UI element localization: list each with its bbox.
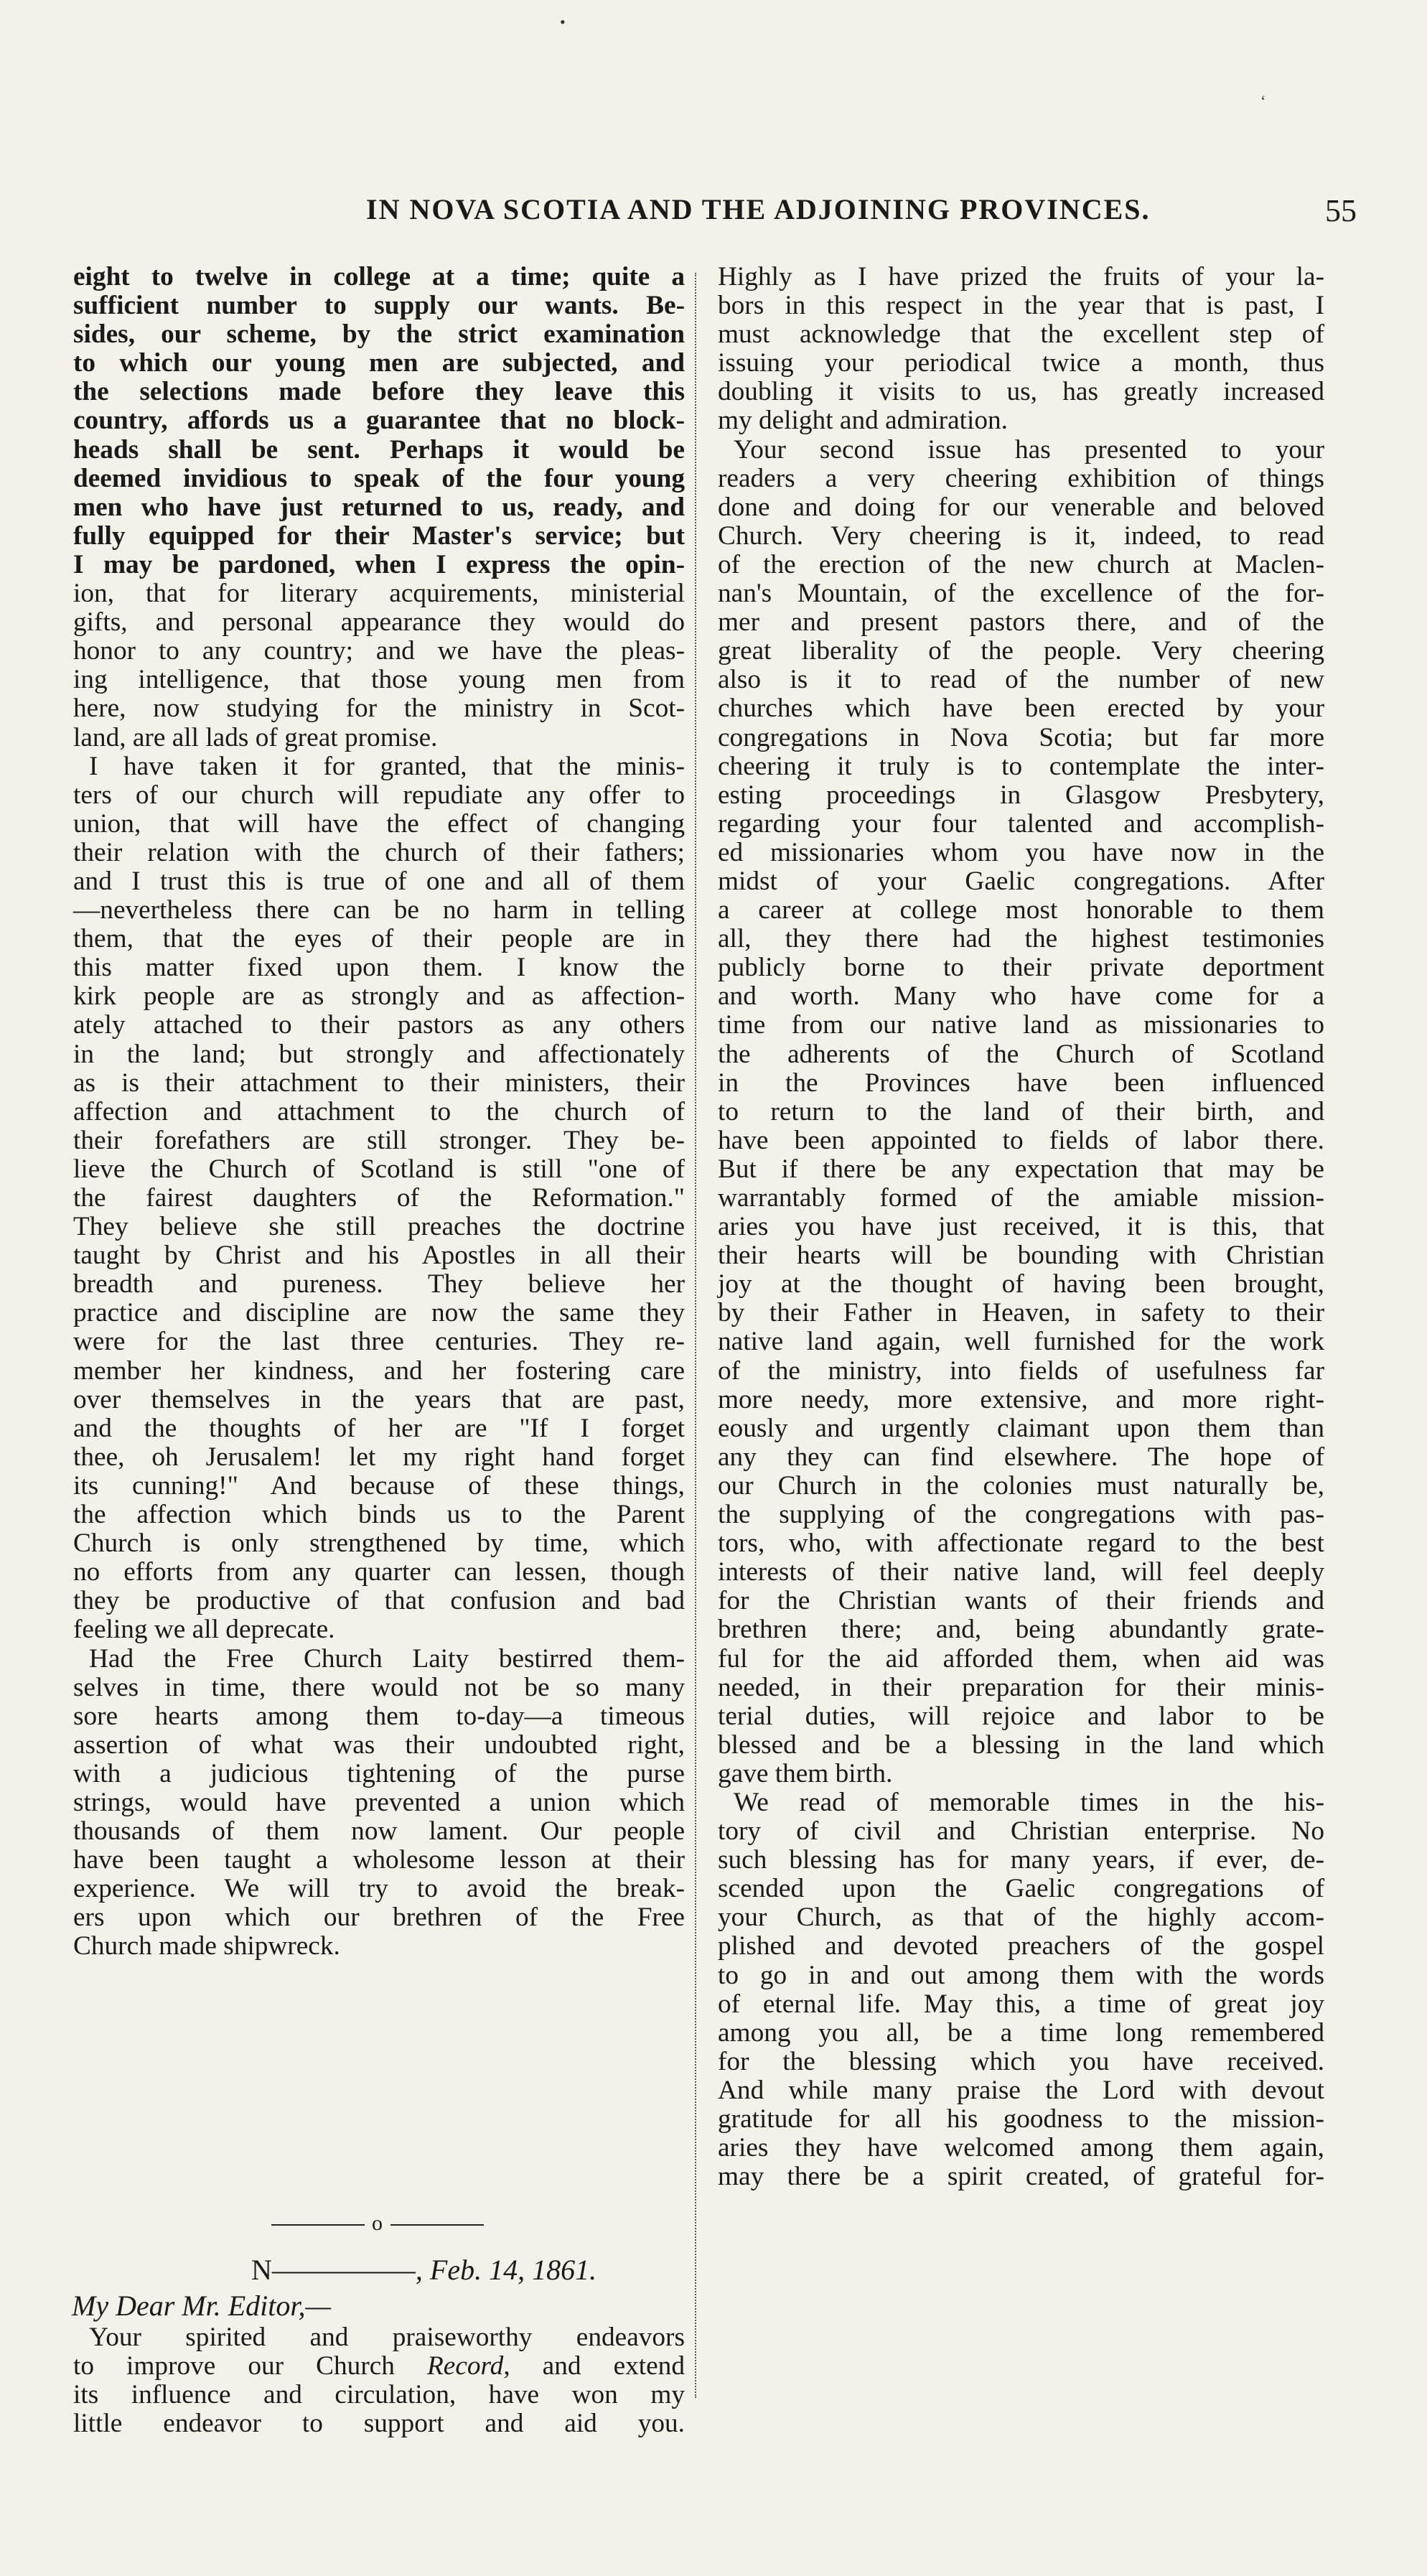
text-line: gratitude for all his goodness to the mission- [718,2104,1324,2134]
text-line: union, that will have the effect of changing [73,808,685,839]
text-line: their forefathers are still stronger. They be- [73,1125,685,1155]
text-line: aries you have just received, it is this, that [718,1212,1324,1242]
text-line: selves in time, there would not be so many [73,1672,685,1702]
text-line: strings, would have prevented a union which [73,1787,685,1817]
text-line: fully equipped for their Master's service; but [73,521,685,551]
text-line: for the blessing which you have received. [718,2046,1324,2076]
column-rule [695,273,698,2398]
text-line: nan's Mountain, of the excellence of the for- [718,579,1324,609]
text-line: ately attached to their pastors as any others [73,1010,685,1040]
ink-speck: • [560,13,566,31]
text-line: eously and urgently claimant upon them than [718,1413,1324,1443]
text-line: aries they have welcomed among them again, [718,2133,1324,2163]
text-line: thousands of them now lament. Our people [73,1816,685,1847]
text-line: affection and attachment to the church of [73,1096,685,1126]
text-line: such blessing has for many years, if ever, de- [718,1845,1324,1875]
text-line: country, affords us a guarantee that no block- [73,406,685,436]
text-line: as is their attachment to their ministers, their [73,1068,685,1098]
text-line: the adherents of the Church of Scotland [718,1039,1324,1069]
text-line: time from our native land as missionaries to [718,1010,1324,1040]
text-line: men who have just returned to us, ready, and [73,492,685,522]
text-line: honor to any country; and we have the pleas- [73,636,685,666]
text-line: the fairest daughters of the Reformation." [73,1183,685,1213]
text-line: midst of your Gaelic congregations. After [718,866,1324,896]
text-line: But if there be any expectation that may be [718,1154,1324,1184]
text-line: cheering it truly is to contemplate the inter- [718,751,1324,781]
text-line: any they can find elsewhere. The hope of [718,1442,1324,1472]
text-line: in the Provinces have been influenced [718,1068,1324,1098]
text-line: tory of civil and Christian enterprise. No [718,1816,1324,1847]
text-line: member her kindness, and her fostering care [73,1355,685,1386]
text-line: joy at the thought of having been brought, [718,1269,1324,1299]
text-line: of eternal life. May this, a time of great joy [718,1989,1324,2019]
text-line: Church is only strengthened by time, which [73,1529,685,1559]
text-line: have been appointed to fields of labor there. [718,1125,1324,1155]
text-line: over themselves in the years that are past, [73,1384,685,1414]
text-line: kirk people are as strongly and as affection- [73,981,685,1012]
text-line: I have taken it for granted, that the minis- [89,751,685,781]
text-line: among you all, be a time long remembered [718,2017,1324,2048]
text-line: also is it to read of the number of new [718,665,1324,695]
text-line: eight to twelve in college at a time; quite a [73,262,685,291]
text-line: ers upon which our brethren of the Free [73,1903,685,1933]
text-line: plished and devoted preachers of the gospel [718,1931,1324,1961]
text-line: all, they there had the highest testimonies [718,924,1324,954]
text-line: the selections made before they leave this [73,377,685,407]
text-line: I may be pardoned, when I express the opin- [73,549,685,579]
text-line: land, are all lads of great promise. [73,722,438,752]
text-line: ful for the aid afforded them, when aid was [718,1643,1324,1674]
text-line: scended upon the Gaelic congregations of [718,1874,1324,1904]
text-line: them, that the eyes of their people are in [73,924,685,954]
letter-body [73,2323,685,2438]
text-line: ion, that for literary acquirements, ministerial [73,579,685,609]
text-line: of the ministry, into fields of usefulness far [718,1355,1324,1386]
italic-word: Record [426,2351,504,2381]
text-line: terial duties, will rejoice and labor to be [718,1701,1324,1731]
text-line: they be productive of that confusion and bad [73,1586,685,1616]
text-line: to improve our Church Record, and extend [73,2351,685,2381]
text-line: experience. We will try to avoid the break- [73,1874,685,1904]
text-line: —nevertheless there can be no harm in telling [73,895,685,925]
text-line: the affection which binds us to the Parent [73,1500,685,1530]
text-line: of the erection of the new church at Maclen- [718,549,1324,579]
text-line: Your second issue has presented to your [734,434,1324,465]
text-line: and I trust this is true of one and all of them [73,866,685,896]
text-line: brethren there; and, being abundantly grate- [718,1615,1324,1645]
text-line: our Church in the colonies must naturally be, [718,1470,1324,1501]
text-line: feeling we all deprecate. [73,1615,335,1645]
text-line: its cunning!" And because of these things, [73,1470,685,1501]
text-line: regarding your four talented and accomplish- [718,808,1324,839]
text-line: great liberality of the people. Very cheering [718,636,1324,666]
text-line: bors in this respect in the year that is past, I [718,291,1324,321]
text-line: deemed invidious to speak of the four young [73,463,685,493]
text-line: Had the Free Church Laity bestirred them- [89,1643,685,1674]
text-line: Church made shipwreck. [73,1931,340,1961]
text-line: taught by Christ and his Apostles in all their [73,1241,685,1271]
text-line: to return to the land of their birth, and [718,1096,1324,1126]
text-line: to go in and out among them with the words [718,1960,1324,1990]
text-line: And while many praise the Lord with devout [718,2075,1324,2105]
text-line: more needy, more extensive, and more right- [718,1384,1324,1414]
text-line: ters of our church will repudiate any offer to [73,780,685,810]
text-line: have been taught a wholesome lesson at their [73,1845,685,1875]
text-line: Highly as I have prized the fruits of your la- [718,262,1324,291]
text-line: in the land; but strongly and affectionately [73,1039,685,1069]
text-line: and worth. Many who have come for a [718,981,1324,1012]
text-line: to which our young men are subjected, and [73,348,685,378]
text-line: churches which have been erected by your [718,694,1324,724]
text-line: sides, our scheme, by the strict examination [73,319,685,350]
text-line: my delight and admiration. [718,406,1008,436]
text-line: breadth and pureness. They believe her [73,1269,685,1299]
ink-speck: ʻ [1260,92,1266,110]
text-line: thee, oh Jerusalem! let my right hand forget [73,1442,685,1472]
text-line: done and doing for our venerable and beloved [718,492,1324,522]
text-line: the supplying of the congregations with pas- [718,1500,1324,1530]
text-line: little endeavor to support and aid you. [73,2409,685,2439]
divider-dash [271,2224,365,2226]
left-column [73,263,685,1961]
text-line: were for the last three centuries. They re- [73,1327,685,1357]
text-line: We read of memorable times in the his- [734,1787,1324,1817]
text-line: no efforts from any quarter can lessen, though [73,1557,685,1587]
letter-salutation: My Dear Mr. Editor,— [72,2290,332,2322]
text-line: esting proceedings in Glasgow Presbytery, [718,780,1324,810]
text-line: practice and discipline are now the same they [73,1298,685,1328]
text-line: Church. Very cheering is it, indeed, to read [718,521,1324,551]
text-line: here, now studying for the ministry in Scot- [73,694,685,724]
text-line: their relation with the church of their fathers; [73,837,685,867]
text-line: doubling it visits to us, has greatly increased [718,377,1324,407]
text-line: ed missionaries whom you have now in the [718,837,1324,867]
text-line: their hearts will be bounding with Christian [718,1241,1324,1271]
text-line: congregations in Nova Scotia; but far more [718,722,1324,752]
text-line: needed, in their preparation for their minis- [718,1672,1324,1702]
text-line: sufficient number to supply our wants. Be- [73,291,685,321]
text-line: with a judicious tightening of the purse [73,1758,685,1788]
text-line: publicly borne to their private deportment [718,953,1324,983]
text-line: assertion of what was their undoubted right, [73,1730,685,1760]
divider-mark: o [372,2211,383,2235]
text-line: and the thoughts of her are "If I forget [73,1413,685,1443]
text-line: mer and present pastors there, and of the [718,607,1324,638]
dateline-date: , Feb. 14, 1861. [415,2254,597,2286]
text-line: by their Father in Heaven, in safety to their [718,1298,1324,1328]
text-line: its influence and circulation, have won my [73,2380,685,2410]
text-line: gave them birth. [718,1758,893,1788]
section-divider [271,2211,484,2240]
divider-dash [390,2224,484,2226]
text-line: may there be a spirit created, of grateful for- [718,2162,1324,2192]
text-line: must acknowledge that the excellent step of [718,319,1324,350]
text-line: interests of their native land, will feel deeply [718,1557,1324,1587]
text-line: They believe she still preaches the doctrine [73,1212,685,1242]
text-line: your Church, as that of the highly accom- [718,1903,1324,1933]
text-line: Your spirited and praiseworthy endeavors [89,2323,685,2352]
text-line: tors, who, with affectionate regard to the best [718,1529,1324,1559]
letter-dateline [251,2253,596,2287]
text-line: native land again, well furnished for the work [718,1327,1324,1357]
text-line: ing intelligence, that those young men from [73,665,685,695]
dateline-place: N————— [251,2254,416,2286]
running-title: IN NOVA SCOTIA AND THE ADJOINING PROVINCES. [366,193,1151,225]
text-line: blessed and be a blessing in the land which [718,1730,1324,1760]
text-line: sore hearts among them to-day—a timeous [73,1701,685,1731]
text-line: this matter fixed upon them. I know the [73,953,685,983]
text-line: warrantably formed of the amiable mission- [718,1183,1324,1213]
running-header [337,192,1357,235]
text-line: a career at college most honorable to them [718,895,1324,925]
text-line: gifts, and personal appearance they would do [73,607,685,638]
text-line: lieve the Church of Scotland is still "one of [73,1154,685,1184]
text-line: heads shall be sent. Perhaps it would be [73,434,685,465]
text-line: issuing your periodical twice a month, thus [718,348,1324,378]
right-column [718,263,1324,2191]
page-number: 55 [1325,193,1357,228]
text-line: readers a very cheering exhibition of things [718,463,1324,493]
text-line: for the Christian wants of their friends and [718,1586,1324,1616]
